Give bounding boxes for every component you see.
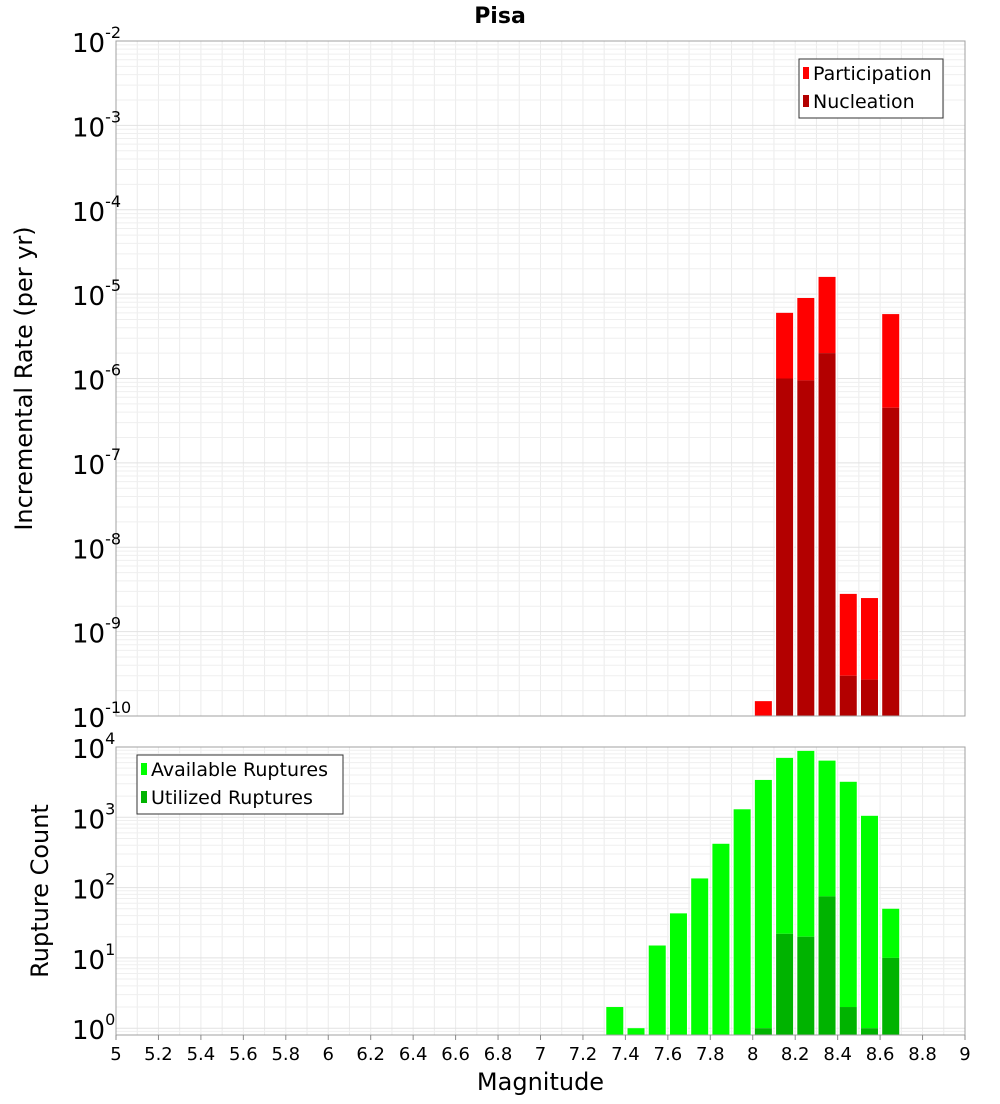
- legend-swatch: [141, 763, 147, 775]
- y-axis-title: Incremental Rate (per yr): [10, 226, 38, 531]
- x-tick-label: 5: [110, 1044, 122, 1065]
- bar: [734, 809, 751, 1035]
- legend-label: Utilized Ruptures: [151, 787, 313, 809]
- bar: [649, 946, 666, 1035]
- bar: [861, 1028, 878, 1035]
- x-tick-label: 7: [534, 1044, 547, 1065]
- x-tick-label: 7.8: [695, 1044, 725, 1065]
- bar: [628, 1028, 645, 1035]
- legend-label: Available Ruptures: [151, 759, 328, 781]
- x-tick-label: 8.8: [908, 1044, 937, 1065]
- y-tick-label: $10^2$: [72, 869, 116, 906]
- bar: [691, 878, 708, 1035]
- legend-swatch: [803, 67, 809, 79]
- y-tick-label: $10^{-8}$: [72, 529, 122, 566]
- legend: [137, 755, 343, 814]
- bar: [755, 701, 772, 716]
- x-tick-label: 6.4: [398, 1044, 428, 1065]
- x-tick-label: 6.2: [356, 1044, 386, 1065]
- bar: [606, 1007, 623, 1035]
- bar: [840, 782, 857, 1035]
- x-tick-label: 8: [747, 1044, 759, 1065]
- y-tick-label: $10^{-9}$: [72, 613, 122, 650]
- bar: [861, 816, 878, 1035]
- y-tick-label: $10^{-6}$: [72, 360, 122, 397]
- x-tick-label: 5.4: [186, 1044, 216, 1065]
- y-tick-label: $10^{-2}$: [72, 23, 122, 59]
- x-tick-label: 7.2: [568, 1044, 598, 1065]
- x-tick-label: 5.2: [144, 1044, 173, 1065]
- x-tick-label: 8.6: [865, 1044, 895, 1065]
- bar: [819, 353, 836, 716]
- chart-panel-count: [26, 729, 971, 1096]
- legend-swatch: [141, 791, 147, 803]
- y-tick-label: $10^{-7}$: [72, 444, 122, 481]
- y-axis-title: Rupture Count: [26, 804, 54, 978]
- x-tick-label: 5.6: [229, 1044, 258, 1065]
- grid: [116, 41, 965, 716]
- x-axis-title: Magnitude: [476, 1068, 605, 1096]
- chart-title: Pisa: [474, 4, 526, 29]
- y-tick-label: $10^0$: [72, 1010, 116, 1047]
- y-tick-label: $10^4$: [72, 729, 116, 765]
- x-tick-label: 7.6: [653, 1044, 683, 1065]
- legend-label: Participation: [813, 63, 932, 85]
- chart-panel-rate: [10, 23, 965, 734]
- bar: [755, 780, 772, 1035]
- y-tick-label: $10^{-3}$: [72, 107, 122, 144]
- x-tick-label: 6.6: [441, 1044, 470, 1065]
- bar: [882, 408, 899, 716]
- x-tick-label: 9: [959, 1044, 971, 1065]
- legend-label: Nucleation: [813, 91, 915, 113]
- bar: [670, 913, 687, 1035]
- x-tick-label: 5.8: [271, 1044, 301, 1065]
- x-tick-label: 6.8: [483, 1044, 513, 1065]
- bar: [861, 680, 878, 716]
- x-tick-label: 6: [322, 1044, 334, 1065]
- bar: [840, 676, 857, 716]
- bar: [712, 844, 729, 1035]
- x-tick-label: 7.4: [611, 1044, 640, 1065]
- legend-swatch: [803, 95, 809, 107]
- y-tick-label: $10^3$: [72, 799, 116, 836]
- y-tick-label: $10^{-5}$: [72, 276, 122, 313]
- bar: [776, 934, 793, 1035]
- bar: [797, 937, 814, 1035]
- x-tick-label: 8.2: [780, 1044, 810, 1065]
- bar: [882, 958, 899, 1035]
- y-tick-labels: [72, 729, 115, 1046]
- bar: [819, 896, 836, 1035]
- y-tick-label: $10^1$: [72, 939, 116, 976]
- x-tick-labels: [110, 1035, 970, 1065]
- y-tick-label: $10^{-10}$: [72, 698, 132, 734]
- bar: [776, 379, 793, 717]
- bar: [840, 1007, 857, 1035]
- legend: [799, 59, 943, 118]
- y-tick-label: $10^{-4}$: [72, 191, 122, 228]
- x-tick-label: 8.4: [823, 1044, 852, 1065]
- bar: [797, 380, 814, 716]
- bar: [755, 1028, 772, 1035]
